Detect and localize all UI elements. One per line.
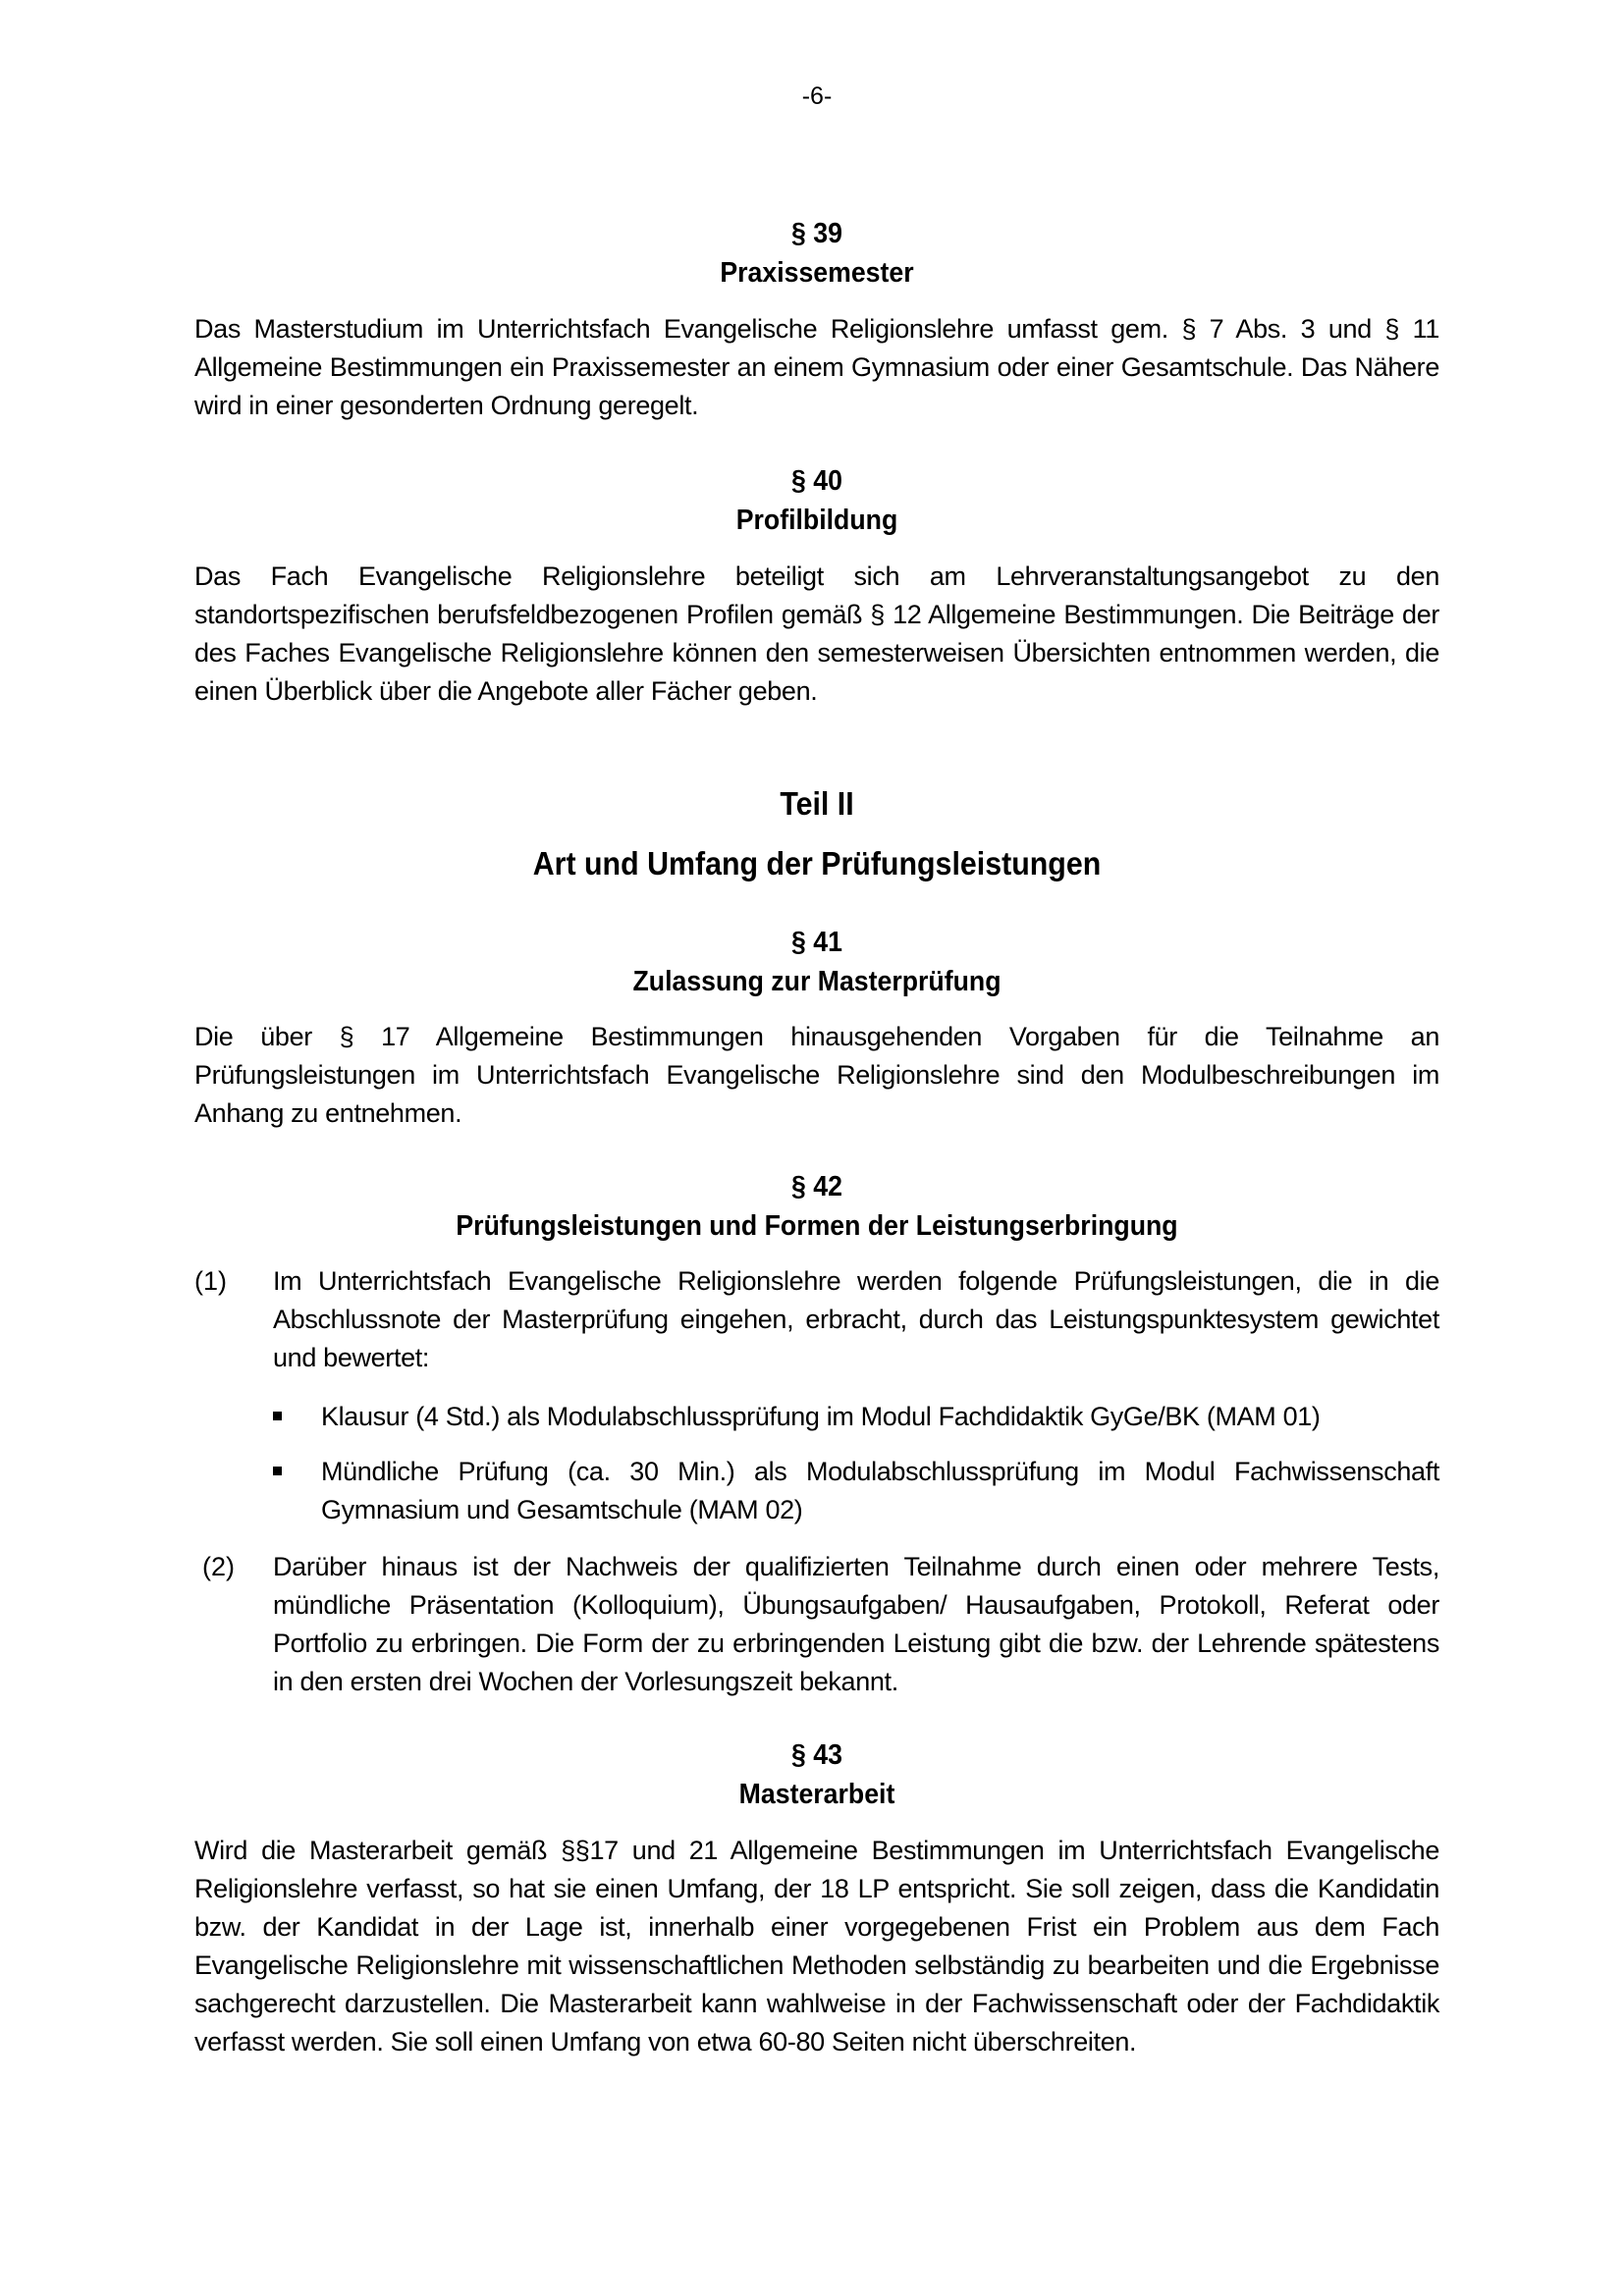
section-39-title: Praxissemester [720,257,914,289]
section-40-number: § 40 [791,465,842,497]
section-41 [194,923,1439,1001]
item-2-text: Darüber hinaus ist der Nachweis der qualifizierten Teilnahme durch einen oder mehrere Tests, mündliche Präsentation (Kolloquium), Übungsaufgaben/ Hausaufgaben, Protokoll, Referat oder Portfolio zu erbringen. Die Form der zu erbringenden Leistung gibt die bzw. der Lehrende spätestens in den ersten drei Wochen der Vorlesungszeit bekannt. [273,1552,1439,1696]
section-39 [194,214,1439,293]
section-40 [194,461,1439,540]
section-41-number: § 41 [791,927,842,958]
page-number: -6- [801,82,833,110]
section-39-text: Das Masterstudium im Unterrichtsfach Evangelische Religionslehre umfasst gem. § 7 Abs. 3 und § 11 Allgemeine Bestimmungen ein Praxissemester an einem Gymnasium oder einer Gesamtschule. Das Nähere wird in einer gesonderten Ordnung geregelt. [194,314,1439,420]
bullet-square-icon [273,1412,282,1420]
section-41-title: Zulassung zur Masterprüfung [632,966,1001,997]
section-40-title: Profilbildung [735,505,898,536]
section-42-number: § 42 [791,1171,842,1202]
section-42 [194,1167,1439,1246]
part-title: Teil II [780,785,854,822]
item-1-text: Im Unterrichtsfach Evangelische Religionslehre werden folgende Prüfungsleistungen, die in die Abschlussnote der Masterprüfung eingehen, erbracht, durch das Leistungspunktesystem gewichtet und bewertet: [273,1266,1439,1372]
bullet-1-text: Klausur (4 Std.) als Modulabschlussprüfung im Modul Fachdidaktik GyGe/BK (MAM 01) [321,1402,1321,1431]
section-43-text: Wird die Masterarbeit gemäß §§17 und 21 Allgemeine Bestimmungen im Unterrichtsfach Evangelische Religionslehre verfasst, so hat sie einen Umfang, der 18 LP entspricht. Sie soll zeigen, dass die Kandidatin bzw. der Kandidat in der Lage ist, innerhalb einer vorgegebenen Frist ein Problem aus dem Fach Evangelische Religionslehre mit wissenschaftlichen Methoden selbständig zu bearbeiten und die Ergebnisse sachgerecht darzustellen. Die Masterarbeit kann wahlweise in der Fachwissenschaft oder der Fachdidaktik verfasst werden. Sie soll einen Umfang von etwa 60-80 Seiten nicht überschreiten. [194,1836,1439,2056]
section-43 [194,1735,1439,1814]
bullet-item-2 [273,1453,1439,1529]
section-40-text: Das Fach Evangelische Religionslehre beteiligt sich am Lehrveranstaltungsangebot zu den standortspezifischen berufsfeldbezogenen Profilen gemäß § 12 Allgemeine Bestimmungen. Die Beiträge der des Faches Evangelische Religionslehre können den semesterweisen Übersichten entnommen werden, die einen Überblick über die Angebote aller Fächer geben. [194,561,1439,706]
item-1-number: (1) [194,1266,227,1296]
bullet-2-text: Mündliche Prüfung (ca. 30 Min.) als Modulabschlussprüfung im Modul Fachwissenschaft Gymnasium und Gesamtschule (MAM 02) [321,1457,1439,1524]
section-42-item-2 [194,1548,1439,1701]
part-subtitle: Art und Umfang der Prüfungsleistungen [532,845,1102,881]
section-42-item-1 [194,1262,1439,1377]
section-41-text: Die über § 17 Allgemeine Bestimmungen hinausgehenden Vorgaben für die Teilnahme an Prüfungsleistungen im Unterrichtsfach Evangelische Religionslehre sind den Modulbeschreibungen im Anhang zu entnehmen. [194,1022,1439,1128]
part-heading [194,782,1439,826]
item-2-number: (2) [202,1552,235,1581]
bullet-square-icon [273,1467,282,1475]
section-43-title: Masterarbeit [738,1779,895,1810]
section-39-number: § 39 [791,218,842,249]
bullet-item-1 [273,1398,1439,1436]
section-43-number: § 43 [791,1739,842,1771]
section-42-title: Prüfungsleistungen und Formen der Leistungserbringung [456,1210,1178,1242]
